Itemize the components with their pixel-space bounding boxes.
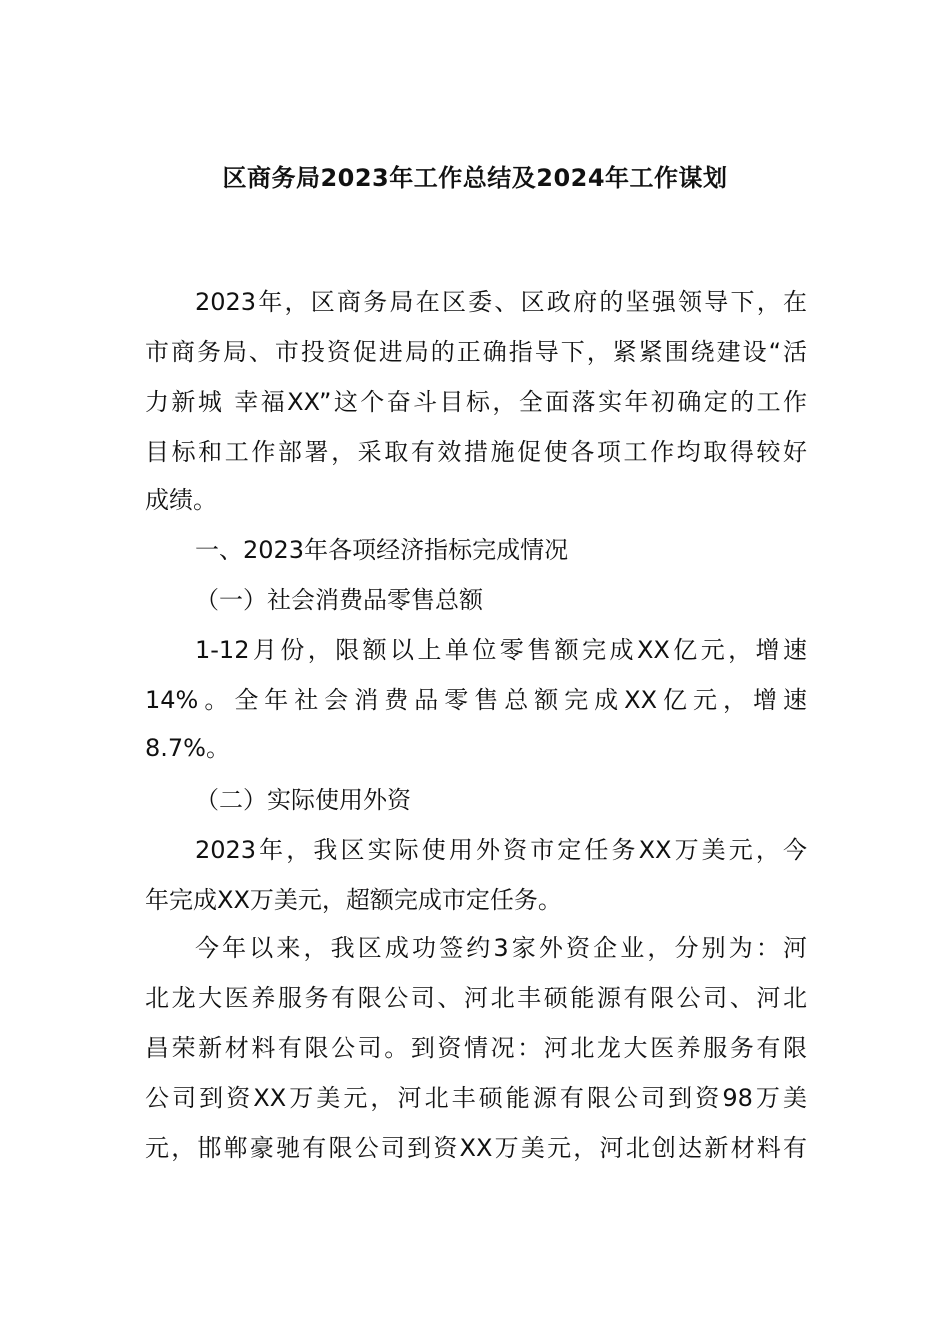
- paragraph-4-line-1: 今年以来，我区成功签约3家外资企业，分别为：河: [195, 934, 807, 962]
- paragraph-1-line-3: 力新城 幸福XX”这个奋斗目标，全面落实年初确定的工作: [145, 388, 807, 416]
- paragraph-1-line-1: 2023年，区商务局在区委、区政府的坚强领导下，在: [195, 288, 807, 316]
- document-title: 区商务局2023年工作总结及2024年工作谋划: [222, 164, 728, 192]
- paragraph-4-line-4: 公司到资XX万美元，河北丰硕能源有限公司到资98万美: [145, 1084, 807, 1112]
- subsection-heading-1: （一）社会消费品零售总额: [195, 586, 483, 614]
- subsection-heading-2: （二）实际使用外资: [195, 786, 411, 814]
- paragraph-1-line-4: 目标和工作部署，采取有效措施促使各项工作均取得较好: [145, 438, 807, 466]
- paragraph-2-line-3: 8.7%。: [145, 734, 230, 762]
- paragraph-3-line-2: 年完成XX万美元，超额完成市定任务。: [145, 886, 562, 914]
- paragraph-4-line-5: 元，邯郸豪驰有限公司到资XX万美元，河北创达新材料有: [145, 1134, 807, 1162]
- paragraph-1-line-5: 成绩。: [145, 486, 217, 514]
- paragraph-4-line-3: 昌荣新材料有限公司。到资情况：河北龙大医养服务有限: [145, 1034, 807, 1062]
- paragraph-3-line-1: 2023年，我区实际使用外资市定任务XX万美元，今: [195, 836, 807, 864]
- paragraph-4-line-2: 北龙大医养服务有限公司、河北丰硕能源有限公司、河北: [145, 984, 807, 1012]
- section-heading-1: 一、2023年各项经济指标完成情况: [195, 536, 569, 564]
- paragraph-1-line-2: 市商务局、市投资促进局的正确指导下，紧紧围绕建设“活: [145, 338, 807, 366]
- paragraph-2-line-1: 1-12月份，限额以上单位零售额完成XX亿元，增速: [195, 636, 807, 664]
- paragraph-2-line-2: 14%。全年社会消费品零售总额完成XX亿元，增速: [145, 686, 807, 714]
